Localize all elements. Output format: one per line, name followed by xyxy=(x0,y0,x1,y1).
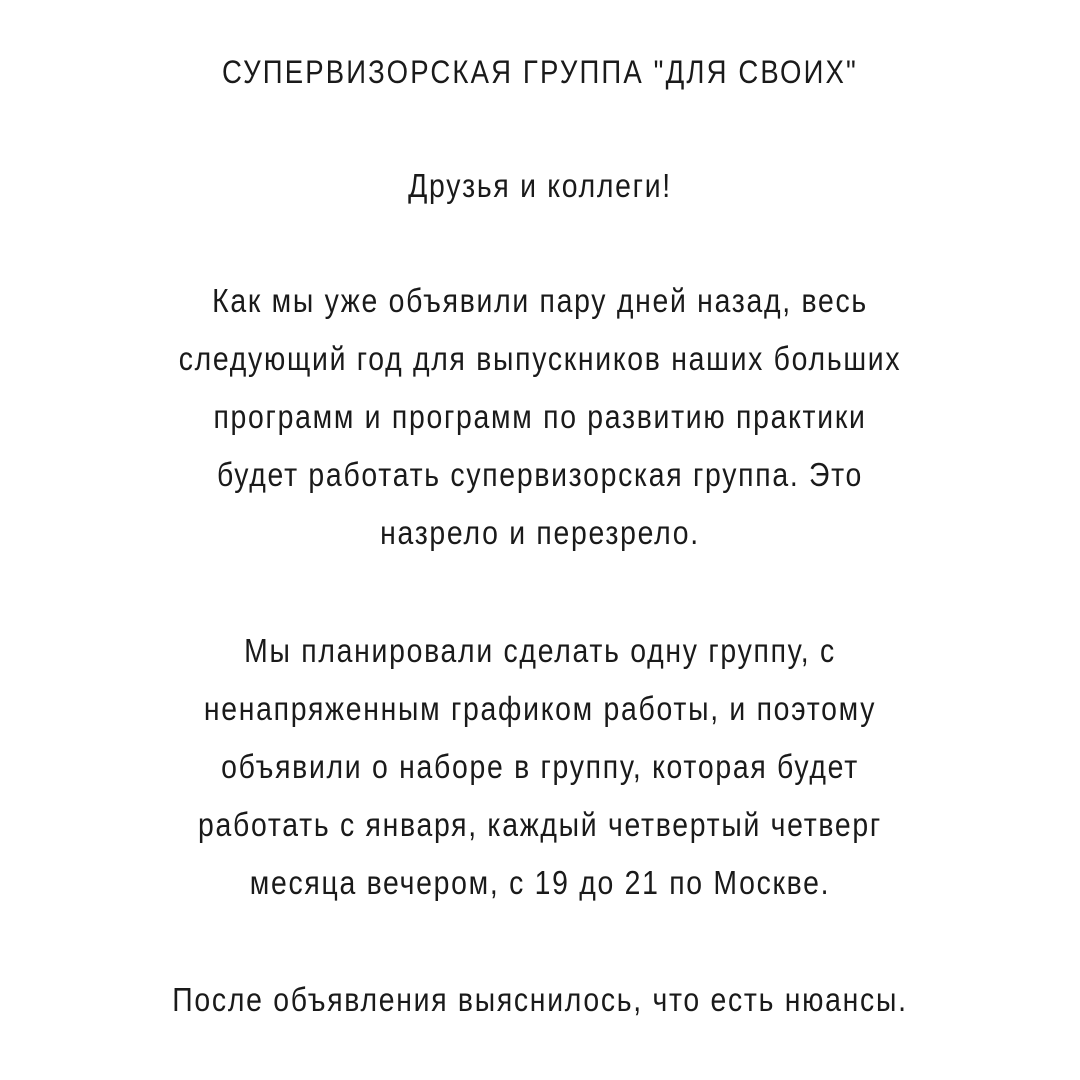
title-text: СУПЕРВИЗОРСКАЯ ГРУППА "ДЛЯ СВОИХ" xyxy=(222,54,858,90)
paragraph-3 xyxy=(40,971,1040,1029)
greeting xyxy=(40,157,1040,215)
text-line: ненапряженным графиком работы, и поэтому xyxy=(203,690,877,727)
paragraph-1 xyxy=(40,272,1040,562)
text-line: назрело и перезрело. xyxy=(380,514,700,551)
text-line: Мы планировали сделать одну группу, с xyxy=(244,632,836,669)
text-line: объявили о наборе в группу, которая будет xyxy=(221,748,859,785)
text-line: программ и программ по развитию практики xyxy=(213,398,867,435)
text-line: следующий год для выпускников наших больших xyxy=(178,340,902,377)
text-line: Как мы уже объявили пару дней назад, весь xyxy=(212,282,868,319)
text-line: работать с января, каждый четвертый четверг xyxy=(198,806,882,843)
text-line: После объявления выяснилось, что есть нюансы. xyxy=(172,981,908,1018)
greeting-text: Друзья и коллеги! xyxy=(408,167,672,204)
document-title xyxy=(40,43,1040,101)
text-line: месяца вечером, с 19 до 21 по Москве. xyxy=(249,864,831,901)
text-line: будет работать супервизорская группа. Это xyxy=(216,456,864,493)
paragraph-2 xyxy=(40,622,1040,912)
